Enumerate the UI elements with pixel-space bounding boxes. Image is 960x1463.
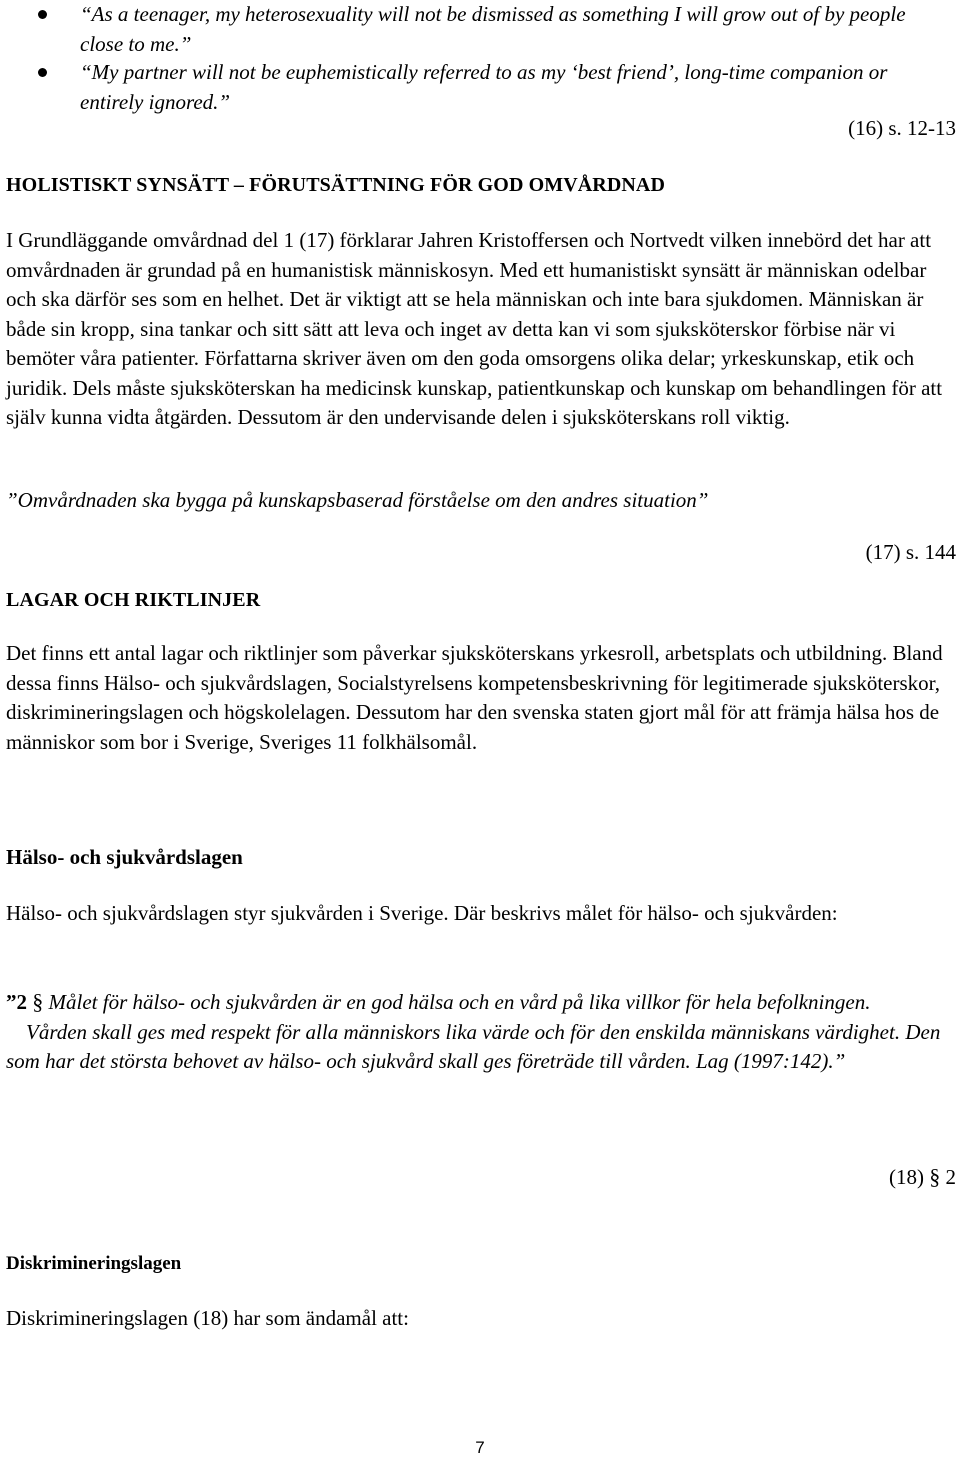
reference-number: (18) — [889, 1165, 924, 1189]
page-number: 7 — [475, 1438, 485, 1457]
reference-citation: (16) s. 12-13 — [848, 116, 956, 140]
law-quote-paragraph — [6, 987, 954, 1018]
reference-citation — [889, 1162, 956, 1193]
section-sign-icon: § — [929, 1164, 941, 1189]
bullet-text: “As a teenager, my heterosexuality will not be dismissed as something I will grow out of by people close to me.” — [80, 2, 906, 56]
body-paragraph: Diskrimineringslagen (18) har som ändamål att: — [6, 1306, 409, 1330]
body-paragraph: Det finns ett antal lagar och riktlinjer som påverkar sjuksköterskans yrkesroll, arbetsplats och utbildning. Bland dessa finns Hälso- och sjukvårdslagen, Socialstyrelsens kompetensbeskrivning för legitimerade sjuksköterskor, diskrimineringslagen och högskolelagen. Dessutom har den svenska staten gjort mål för att främja hälsa hos de människor som bor i Sverige, Sveriges 11 folkhälsomål. — [6, 641, 943, 754]
bullet-dot-icon — [38, 68, 47, 77]
bullet-dot-icon — [38, 10, 47, 19]
reference-section: 2 — [945, 1165, 956, 1189]
law-quote-paragraph: Vården skall ges med respekt för alla människors lika värde och för den enskilda människans värdighet. Den som har det största behovet av hälso- och sjukvård skall ges företräde till vården. Lag (1997:142).” — [6, 1019, 941, 1073]
law-quote — [6, 987, 954, 1077]
reference-citation: (17) s. 144 — [865, 540, 956, 564]
section-heading: HOLISTISKT SYNSÄTT – FÖRUTSÄTTNING FÖR GOD OMVÅRDNAD — [6, 174, 666, 196]
bullet-text: “My partner will not be euphemistically referred to as my ‘best friend’, long-time companion or entirely ignored.” — [80, 60, 888, 114]
subsection-heading: Diskrimineringslagen — [6, 1253, 182, 1274]
section-sign-icon: § — [32, 989, 44, 1014]
law-quote-number: ”2 — [6, 990, 27, 1014]
body-paragraph: Hälso- och sjukvårdslagen styr sjukvården i Sverige. Där beskrivs målet för hälso- och sjukvården: — [6, 901, 838, 925]
subsection-heading: Hälso- och sjukvårdslagen — [6, 845, 243, 869]
body-paragraph: I Grundläggande omvårdnad del 1 (17) förklarar Jahren Kristoffersen och Nortvedt vilken innebörd det har att omvårdnaden är grundad på en humanistisk människosyn. Med ett humanistiskt synsätt är människan odelbar och ska därför ses som en helhet. Det är viktigt att se hela människan och inte bara sjukdomen. Människan är både sin kropp, sina tankar och sitt sätt att leva och inget av detta kan vi som sjuksköterskor förbise när vi bemöter våra patienter. Författarna skriver även om den goda omsorgens olika delar; yrkeskunskap, etik och juridik. Dels måste sjuksköterskan ha medicinsk kunskap, patientkunskap och kunskap om behandlingen för att själv kunna vidta åtgärden. Dessutom är den undervisande delen i sjuksköterskans roll viktig. — [6, 228, 943, 429]
law-quote-text: Målet för hälso- och sjukvården är en god hälsa och en vård på lika villkor för hela befolkningen. — [48, 990, 871, 1014]
block-quote: ”Omvårdnaden ska bygga på kunskapsbaserad förståelse om den andres situation” — [6, 488, 709, 512]
section-heading: LAGAR OCH RIKTLINJER — [6, 589, 261, 611]
